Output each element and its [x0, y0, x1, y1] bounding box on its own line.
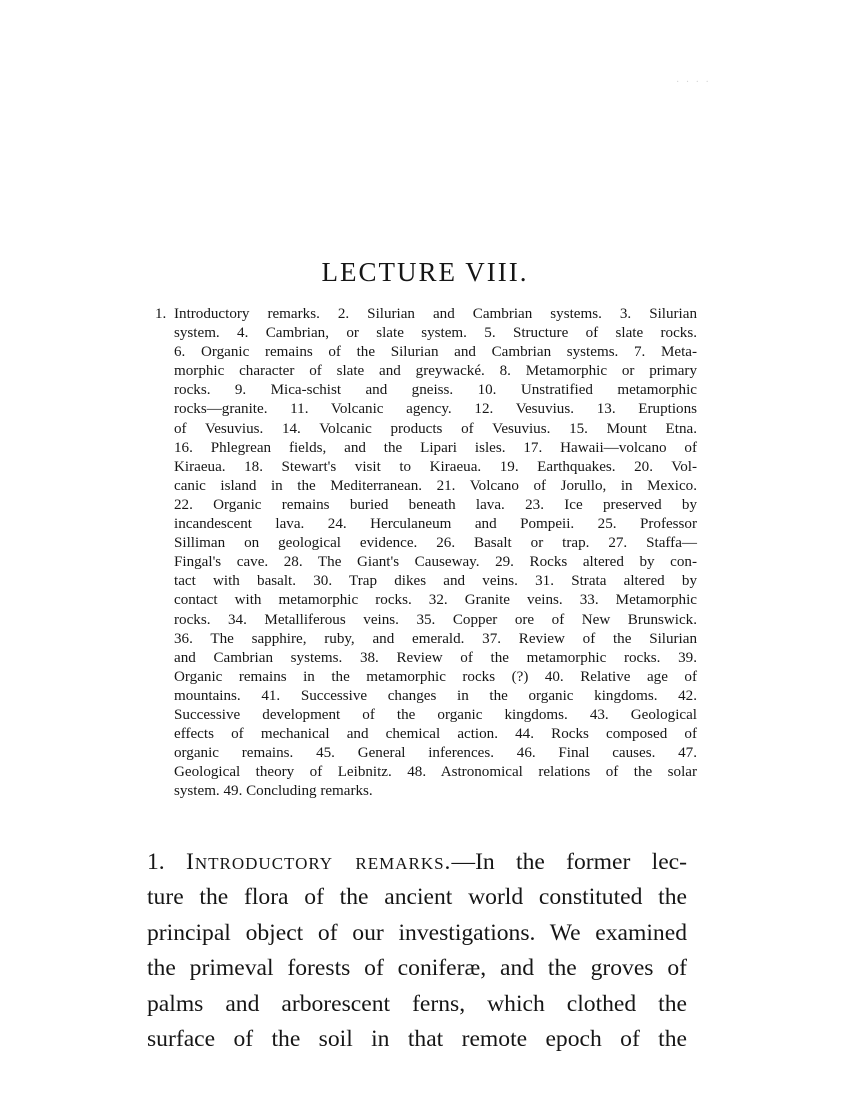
body-paragraph — [147, 845, 687, 1057]
summary-line: Geological theory of Leibnitz. 48. Astronomical relations of the solar — [174, 764, 697, 781]
summary-line: rocks. 9. Mica-schist and gneiss. 10. Unstratified metamorphic — [174, 382, 697, 399]
lecture-title: LECTURE VIII. — [321, 257, 529, 287]
summary-line: 6. Organic remains of the Silurian and Cambrian systems. 7. Meta- — [174, 344, 697, 361]
summary-line: morphic character of slate and greywacké. 8. Metamorphic or primary — [174, 363, 697, 380]
section-heading: Introductory remarks. — [186, 849, 452, 875]
body-lead-text: —In the former lec- — [451, 849, 687, 875]
page-speck: · · · · — [676, 77, 711, 88]
summary-line: and Cambrian systems. 38. Review of the metamorphic rocks. 39. — [174, 649, 697, 666]
summary-line: Kiraeua. 18. Stewart's visit to Kiraeua. 19. Earthquakes. 20. Vol- — [174, 458, 697, 475]
summary-line: rocks. 34. Metalliferous veins. 35. Copper ore of New Brunswick. — [174, 611, 697, 628]
summary-line: Introductory remarks. 2. Silurian and Cambrian systems. 3. Silurian — [174, 306, 697, 322]
summary-line: incandescent lava. 24. Herculaneum and Pompeii. 25. Professor — [174, 516, 697, 533]
summary-line: system. 49. Concluding remarks. — [174, 783, 373, 800]
summary-line: contact with metamorphic rocks. 32. Granite veins. 33. Metamorphic — [174, 592, 697, 609]
summary-line: mountains. 41. Successive changes in the organic kingdoms. 42. — [174, 687, 697, 704]
body-line: ture the flora of the ancient world constituted the — [147, 884, 687, 911]
summary-line: Fingal's cave. 28. The Giant's Causeway. 29. Rocks altered by con- — [174, 554, 697, 571]
body-line: surface of the soil in that remote epoch of the — [147, 1025, 687, 1052]
summary-line: Successive development of the organic kingdoms. 43. Geological — [174, 706, 697, 723]
summary-line: of Vesuvius. 14. Volcanic products of Vesuvius. 15. Mount Etna. — [174, 420, 697, 437]
summary-first-number: 1. — [155, 306, 167, 322]
summary-line: rocks—granite. 11. Volcanic agency. 12. Vesuvius. 13. Eruptions — [174, 401, 697, 418]
section-number: 1. — [147, 849, 165, 875]
summary-line: canic island in the Mediterranean. 21. Volcano of Jorullo, in Mexico. — [174, 477, 697, 494]
body-line: principal object of our investigations. We examined — [147, 919, 687, 946]
body-line-lead — [147, 845, 687, 880]
summary-line: Silliman on geological evidence. 26. Basalt or trap. 27. Staffa— — [174, 535, 697, 552]
summary-line: effects of mechanical and chemical action. 44. Rocks composed of — [174, 726, 697, 743]
chapter-summary — [155, 305, 697, 801]
summary-line: 36. The sapphire, ruby, and emerald. 37. Review of the Silurian — [174, 630, 697, 647]
body-line: the primeval forests of coniferæ, and the groves of — [147, 955, 687, 982]
body-line: palms and arborescent ferns, which clothed the — [147, 990, 687, 1017]
summary-line: 22. Organic remains buried beneath lava. 23. Ice preserved by — [174, 496, 697, 513]
summary-line: tact with basalt. 30. Trap dikes and veins. 31. Strata altered by — [174, 573, 697, 590]
summary-line: system. 4. Cambrian, or slate system. 5. Structure of slate rocks. — [174, 325, 697, 342]
summary-line: Organic remains in the metamorphic rocks (?) 40. Relative age of — [174, 668, 697, 685]
summary-line: 16. Phlegrean fields, and the Lipari isles. 17. Hawaii—volcano of — [174, 439, 697, 456]
summary-line: organic remains. 45. General inferences. 46. Final causes. 47. — [174, 745, 697, 762]
